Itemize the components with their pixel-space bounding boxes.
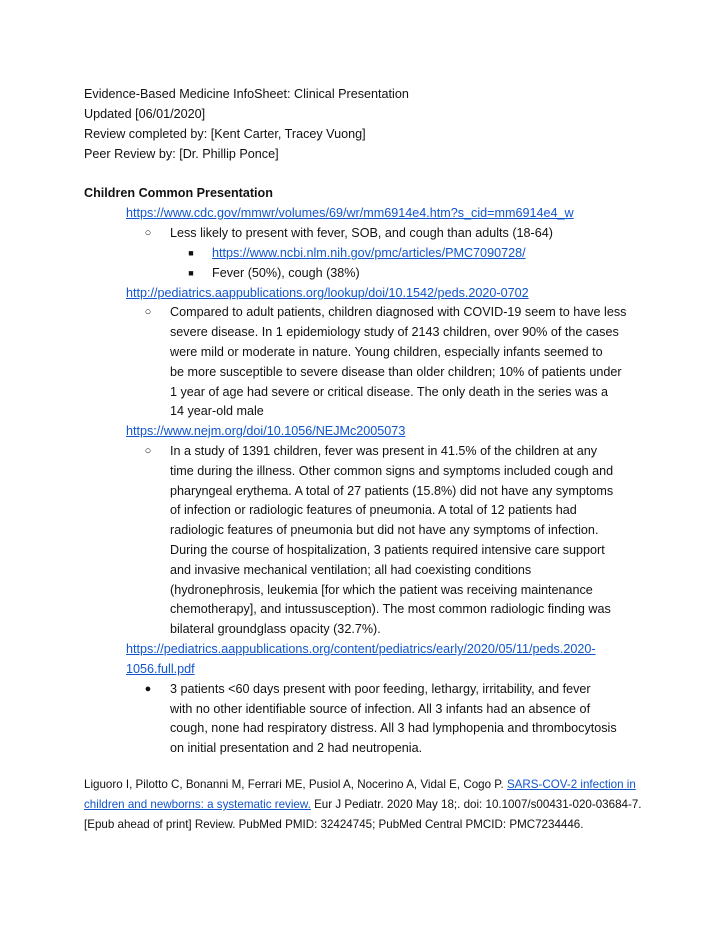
citation-authors: Liguoro I, Pilotto C, Bonanni M, Ferrari ME, Pusiol A, Nocerino A, Vidal E, Cogo P. <box>84 778 507 791</box>
paragraph-line: 3 patients <60 days present with poor feeding, lethargy, irritability, and fever <box>170 682 591 696</box>
pediatrics-pdf-link[interactable]: https://pediatrics.aappublications.org/content/pediatrics/early/2020/05/11/peds.2020- <box>126 642 596 656</box>
paragraph-line: on initial presentation and 2 had neutropenia. <box>170 741 423 755</box>
paragraph-line: chemotherapy], and intussusception). The most common radiologic finding was <box>170 602 611 616</box>
paragraph-line: of infection or radiologic features of pneumonia. A total of 12 patients had <box>170 503 577 517</box>
square-bullet-icon: ■ <box>188 248 194 258</box>
filled-bullet-icon: ● <box>144 683 152 695</box>
hollow-bullet-icon: ○ <box>144 306 152 318</box>
paragraph-line: bilateral groundglass opacity (32.7%). <box>170 622 381 636</box>
paragraph-line: Compared to adult patients, children diagnosed with COVID-19 seem to have less <box>170 305 627 319</box>
updated-date: Updated [06/01/2020] <box>84 107 206 121</box>
paragraph-line: cough, none had respiratory distress. All 3 had lymphopenia and thrombocytosis <box>170 721 617 735</box>
citation <box>84 775 644 835</box>
paragraph-line: time during the illness. Other common signs and symptoms included cough and <box>170 464 614 478</box>
paragraph-line: 14 year-old male <box>170 404 264 418</box>
hollow-bullet-icon: ○ <box>144 445 152 457</box>
paragraph-line: pharyngeal erythema. A total of 27 patients (15.8%) did not have any symptoms <box>170 484 614 498</box>
peer-review-credit: Peer Review by: [Dr. Phillip Ponce] <box>84 147 279 161</box>
paragraph-line: with no other identifiable source of infection. All 3 infants had an absence of <box>170 702 591 716</box>
citation-title-link[interactable]: SARS-COV-2 infection in children and newborns: a systematic review. <box>84 778 636 811</box>
pediatrics-pdf-link-cont[interactable]: 1056.full.pdf <box>126 662 195 676</box>
doc-title: Evidence-Based Medicine InfoSheet: Clinical Presentation <box>84 87 409 101</box>
paragraph-line: (hydronephrosis, leukemia [for which the patient was receiving maintenance <box>170 583 593 597</box>
paragraph-line: be more susceptible to severe disease than older children; 10% of patients under <box>170 365 622 379</box>
cdc-link[interactable]: https://www.cdc.gov/mmwr/volumes/69/wr/mm6914e4.htm?s_cid=mm6914e4_w <box>126 206 574 220</box>
paragraph-line: 1 year of age had severe or critical disease. The only death in the series was a <box>170 385 608 399</box>
paragraph-line: severe disease. In 1 epidemiology study of 2143 children, over 90% of the cases <box>170 325 619 339</box>
bullet-text: Fever (50%), cough (38%) <box>212 266 360 280</box>
citation-details: Eur J Pediatr. 2020 May 18;. doi: 10.1007/s00431-020-03684-7. [Epub ahead of print] Review. PubMed PMID: 32424745; PubMed Central PMCID: PMC7234446. <box>84 798 642 831</box>
ncbi-link[interactable]: https://www.ncbi.nlm.nih.gov/pmc/articles/PMC7090728/ <box>212 246 526 260</box>
paragraph-line: During the course of hospitalization, 3 patients required intensive care support <box>170 543 605 557</box>
section-heading: Children Common Presentation <box>84 186 273 200</box>
square-bullet-icon: ■ <box>188 268 194 278</box>
paragraph-line: radiologic features of pneumonia but did not have any symptoms of infection. <box>170 523 599 537</box>
hollow-bullet-icon: ○ <box>144 227 152 239</box>
pediatrics-link[interactable]: http://pediatrics.aappublications.org/lookup/doi/10.1542/peds.2020-0702 <box>126 286 529 300</box>
paragraph-line: In a study of 1391 children, fever was present in 41.5% of the children at any <box>170 444 598 458</box>
paragraph-line: and invasive mechanical ventilation; all had coexisting conditions <box>170 563 532 577</box>
review-credit: Review completed by: [Kent Carter, Tracey Vuong] <box>84 127 366 141</box>
bullet-text: Less likely to present with fever, SOB, and cough than adults (18-64) <box>170 226 553 240</box>
nejm-link[interactable]: https://www.nejm.org/doi/10.1056/NEJMc2005073 <box>126 424 406 438</box>
paragraph-line: were mild or moderate in nature. Young children, especially infants seemed to <box>170 345 603 359</box>
